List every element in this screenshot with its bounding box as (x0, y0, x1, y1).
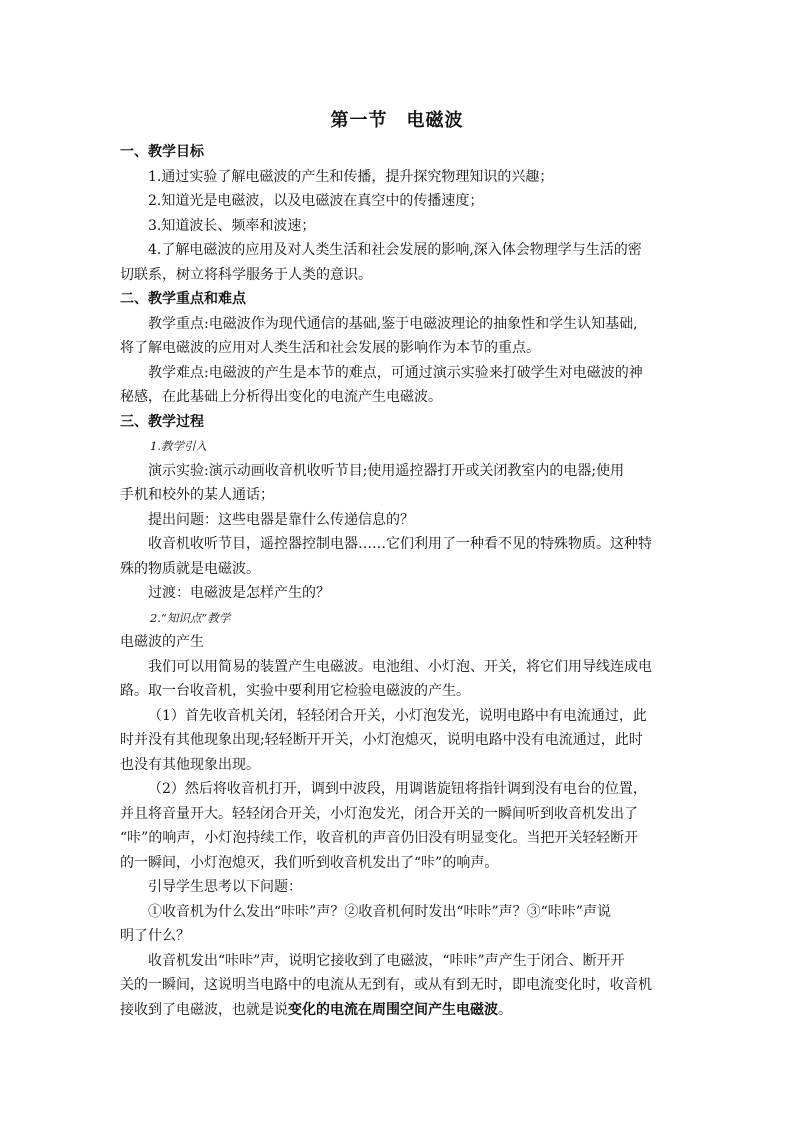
text-span: 接收到了电磁波，也就是说 (120, 1001, 288, 1018)
text-line: “咔”的响声，小灯泡持续工作，收音机的声音仍旧没有明显变化。当把开关轻轻断开 (120, 830, 639, 846)
text-line: 关的一瞬间，这说明当电路中的电流从无到有，或从有到无时，即电流变化时，收音机 (120, 977, 652, 993)
text-line: （2）然后将收音机打开，调到中波段，用调谐旋钮将指针调到没有电台的位置， (148, 781, 647, 797)
text-line: 并且将音量开大。轻轻闭合开关，小灯泡发光，闭合开关的一瞬间听到收音机发出了 (120, 805, 638, 822)
text-line: 2.知道光是电磁波，以及电磁波在真空中的传播速度； (148, 193, 484, 209)
text-line: ①收音机为什么发出“咔咔”声？②收音机何时发出“咔咔”声？③“咔咔”声说 (148, 903, 611, 920)
text-span: 。 (498, 1001, 512, 1018)
text-line: 电磁波的产生 (120, 634, 204, 650)
text-line: 也没有其他现象出现。 (120, 756, 260, 773)
text-line: 殊的物质就是电磁波。 (120, 560, 260, 577)
text-line: 4.了解电磁波的应用及对人类生活和社会发展的影响,深入体会物理学与生活的密 (148, 242, 642, 258)
text-line: 明了什么？ (120, 928, 190, 944)
text-line: 提出问题：这些电器是靠什么传递信息的？ (148, 511, 414, 528)
text-line: 收音机收听节目，遥控器控制电器……它们利用了一种看不见的特殊物质。这种特 (148, 536, 652, 552)
text-line (120, 998, 676, 1023)
text-line: （1）首先收音机关闭，轻轻闭合开关，小灯泡发光，说明电路中有电流通过，此 (148, 707, 647, 724)
text-line: 1.教学引入 (150, 439, 207, 453)
text-line: 将了解电磁波的应用对人类生活和社会发展的影响作为本节的重点。 (120, 340, 540, 356)
text-line: 2.“知识点”教学 (150, 610, 231, 625)
text-line: 收音机发出“咔咔”声，说明它接收到了电磁波，“咔咔”声产生于闭合、断开开 (148, 952, 625, 969)
text-line: 教学重点:电磁波作为现代通信的基础,鉴于电磁波理论的抽象性和学生认知基础, (148, 315, 638, 332)
section-heading: 一、教学目标 (120, 144, 204, 160)
text-line: 教学难点:电磁波的产生是本节的难点，可通过演示实验来打破学生对电磁波的神 (148, 364, 643, 381)
document-body (120, 140, 676, 1022)
text-line: 3.知道波长、频率和波速； (148, 217, 316, 234)
text-line: 的一瞬间，小灯泡熄灭，我们听到收音机发出了“咔”的响声。 (120, 854, 499, 871)
emphasized-text: 变化的电流在周围空间产生电磁波 (288, 1001, 498, 1018)
text-line: 演示实验:演示动画收音机收听节目;使用遥控器打开或关闭教室内的电器;使用 (148, 462, 625, 479)
text-line: 1.通过实验了解电磁波的产生和传播，提升探究物理知识的兴趣； (148, 168, 554, 185)
text-line: 时并没有其他现象出现;轻轻断开开关，小灯泡熄灭，说明电路中没有电流通过，此时 (120, 732, 643, 748)
section-heading: 二、教学重点和难点 (120, 291, 246, 307)
text-line: 秘感，在此基础上分析得出变化的电流产生电磁波。 (120, 389, 442, 405)
page-title: 第一节 电磁波 (330, 110, 464, 131)
text-line: 手机和校外的某人通话； (120, 487, 274, 503)
section-heading: 三、教学过程 (120, 413, 204, 430)
text-line: 切联系，树立将科学服务于人类的意识。 (120, 266, 372, 283)
text-line: 路。取一台收音机，实验中要利用它检验电磁波的产生。 (120, 683, 470, 699)
text-line: 引导学生思考以下问题： (148, 879, 302, 895)
text-line: 过渡：电磁波是怎样产生的？ (148, 585, 330, 601)
text-line: 我们可以用简易的装置产生电磁波。电池组、小灯泡、开关，将它们用导线连成电 (148, 658, 652, 675)
